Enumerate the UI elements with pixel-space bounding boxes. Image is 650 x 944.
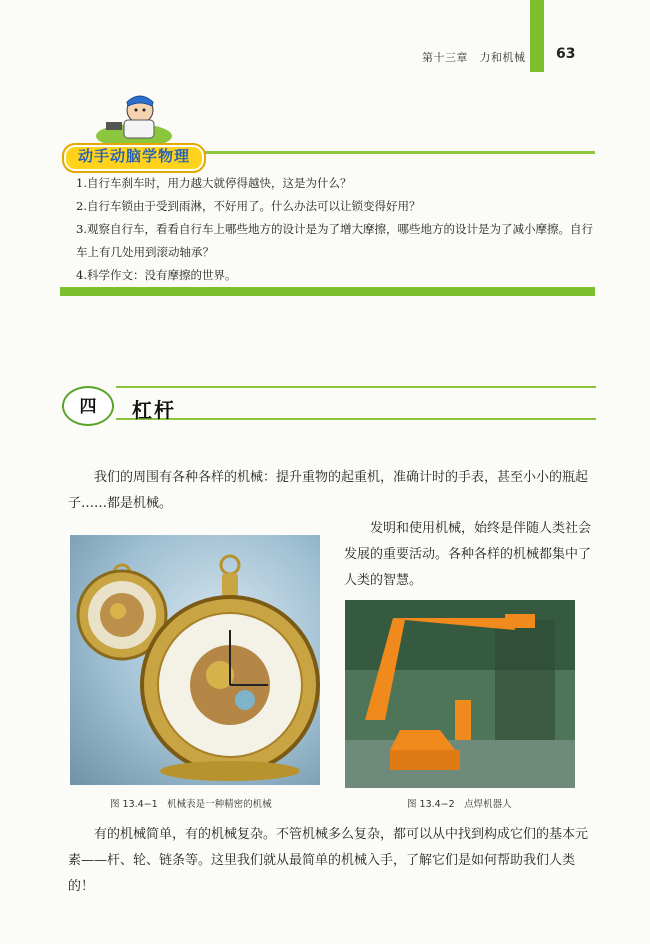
body-paragraph: 发明和使用机械，始终是伴随人类社会发展的重要活动。各种各样的机械都集中了人类的智慧。: [344, 521, 592, 588]
activity-bottom-bar: [60, 287, 595, 296]
activity-question: 1.自行车刹车时，用力越大就停得越快，这是为什么？: [76, 176, 352, 190]
page-number: 63: [556, 46, 576, 62]
body-paragraph: 有的机械简单，有的机械复杂。不管机械多么复杂，都可以从中找到构成它们的基本元素——杆、轮、链条等。这里我们就从最简单的机械入手，了解它们是如何帮助我们人类的！: [68, 827, 589, 894]
activity-question: 2.自行车锁由于受到雨淋，不好用了。什么办法可以让锁变得好用？: [76, 199, 421, 213]
activity-question-list: [76, 172, 596, 287]
section-title: 杠杆: [132, 398, 176, 422]
pocket-watch-photo: [70, 535, 320, 785]
chapter-title: 第十三章 力和机械: [422, 51, 526, 64]
banner-divider-line: [205, 151, 595, 154]
student-mascot-illustration: [94, 88, 176, 146]
section-heading-rule-top: [116, 386, 596, 388]
welding-robot-photo: [345, 600, 575, 788]
activity-banner-title: 动手动脑学物理: [77, 147, 190, 165]
section-heading-rule-bottom: [116, 418, 596, 420]
activity-question: 3.观察自行车，看看自行车上哪些地方的设计是为了增大摩擦，哪些地方的设计是为了减小摩擦。自行车上有几处用到滚动轴承？: [76, 222, 593, 259]
header-accent-bar: [530, 0, 544, 72]
section-number: 四: [79, 397, 97, 417]
figure-caption: 图 13.4−2 点焊机器人: [407, 799, 512, 810]
figure-caption: 图 13.4−1 机械表是一种精密的机械: [110, 799, 272, 810]
activity-question: 4.科学作文：没有摩擦的世界。: [76, 268, 237, 282]
body-paragraph: 我们的周围有各种各样的机械：提升重物的起重机，准确计时的手表，甚至小小的瓶起子……都是机械。: [68, 470, 589, 511]
